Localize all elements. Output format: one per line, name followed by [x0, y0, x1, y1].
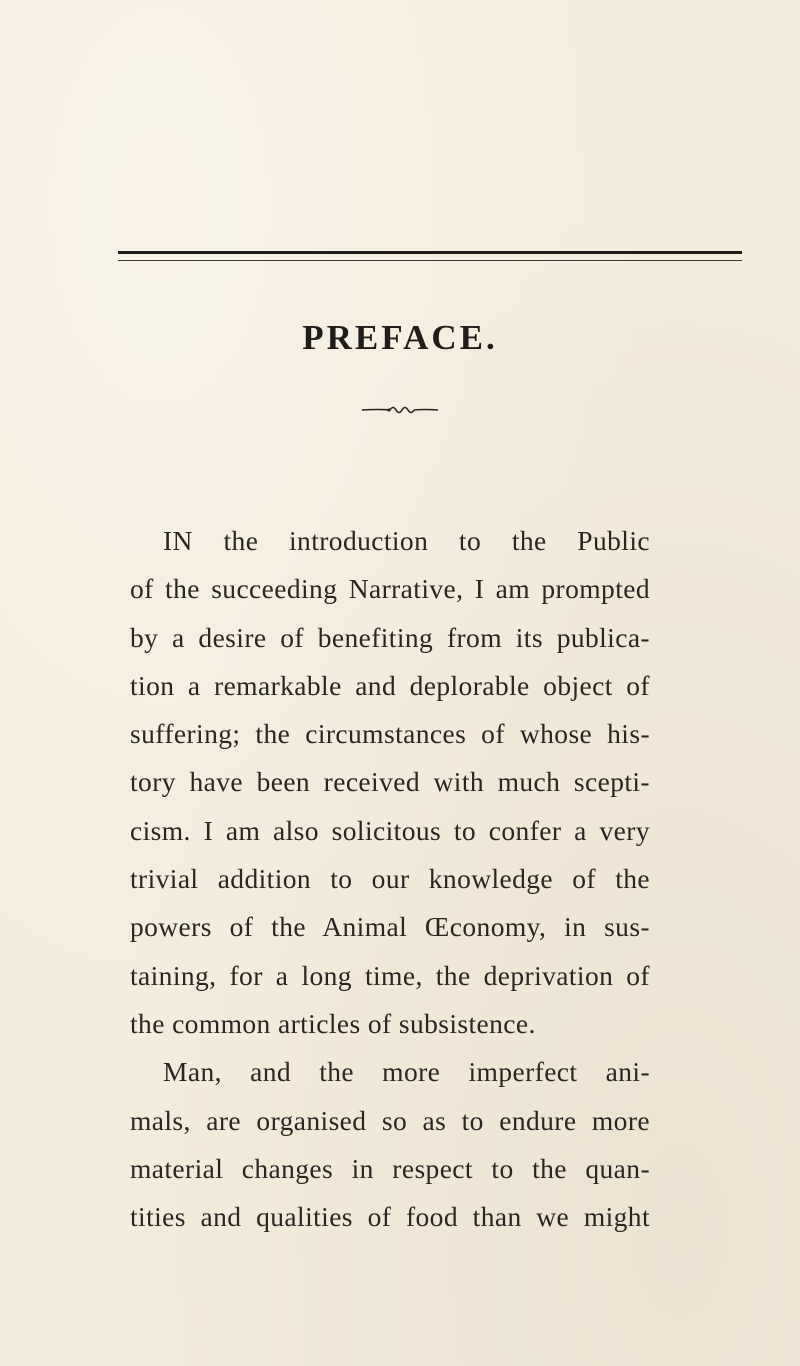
text-line: trivial addition to our knowledge of the [130, 863, 650, 895]
text-line: Man, and the more imperfect ani- [163, 1056, 650, 1088]
text-line: cism. I am also solicitous to confer a very [130, 814, 650, 846]
text-line: tory have been received with much scepti- [130, 766, 650, 798]
text-line: mals, are organised so as to endure more [130, 1104, 650, 1136]
text-line: tities and qualities of food than we might [130, 1201, 650, 1233]
decorative-flourish-icon [360, 404, 440, 416]
text-line: by a desire of benefiting from its publica- [130, 621, 650, 653]
top-rule [118, 251, 742, 261]
text-line: of the succeeding Narrative, I am prompted [130, 573, 650, 605]
text-line: powers of the Animal Œconomy, in sus- [130, 911, 650, 943]
paragraph-2 [130, 1048, 650, 1241]
page-title: PREFACE. [302, 318, 498, 357]
text-line: material changes in respect to the quan- [130, 1152, 650, 1184]
text-line: IN the introduction to the Public [163, 525, 650, 556]
preface-body [130, 517, 650, 1241]
text-line: taining, for a long time, the deprivation of [130, 959, 650, 991]
paragraph-1 [130, 517, 650, 1048]
text-line: suffering; the circumstances of whose his- [130, 718, 650, 750]
text-line: tion a remarkable and deplorable object of [130, 669, 650, 701]
text-line: the common articles of subsistence. [130, 1007, 536, 1039]
